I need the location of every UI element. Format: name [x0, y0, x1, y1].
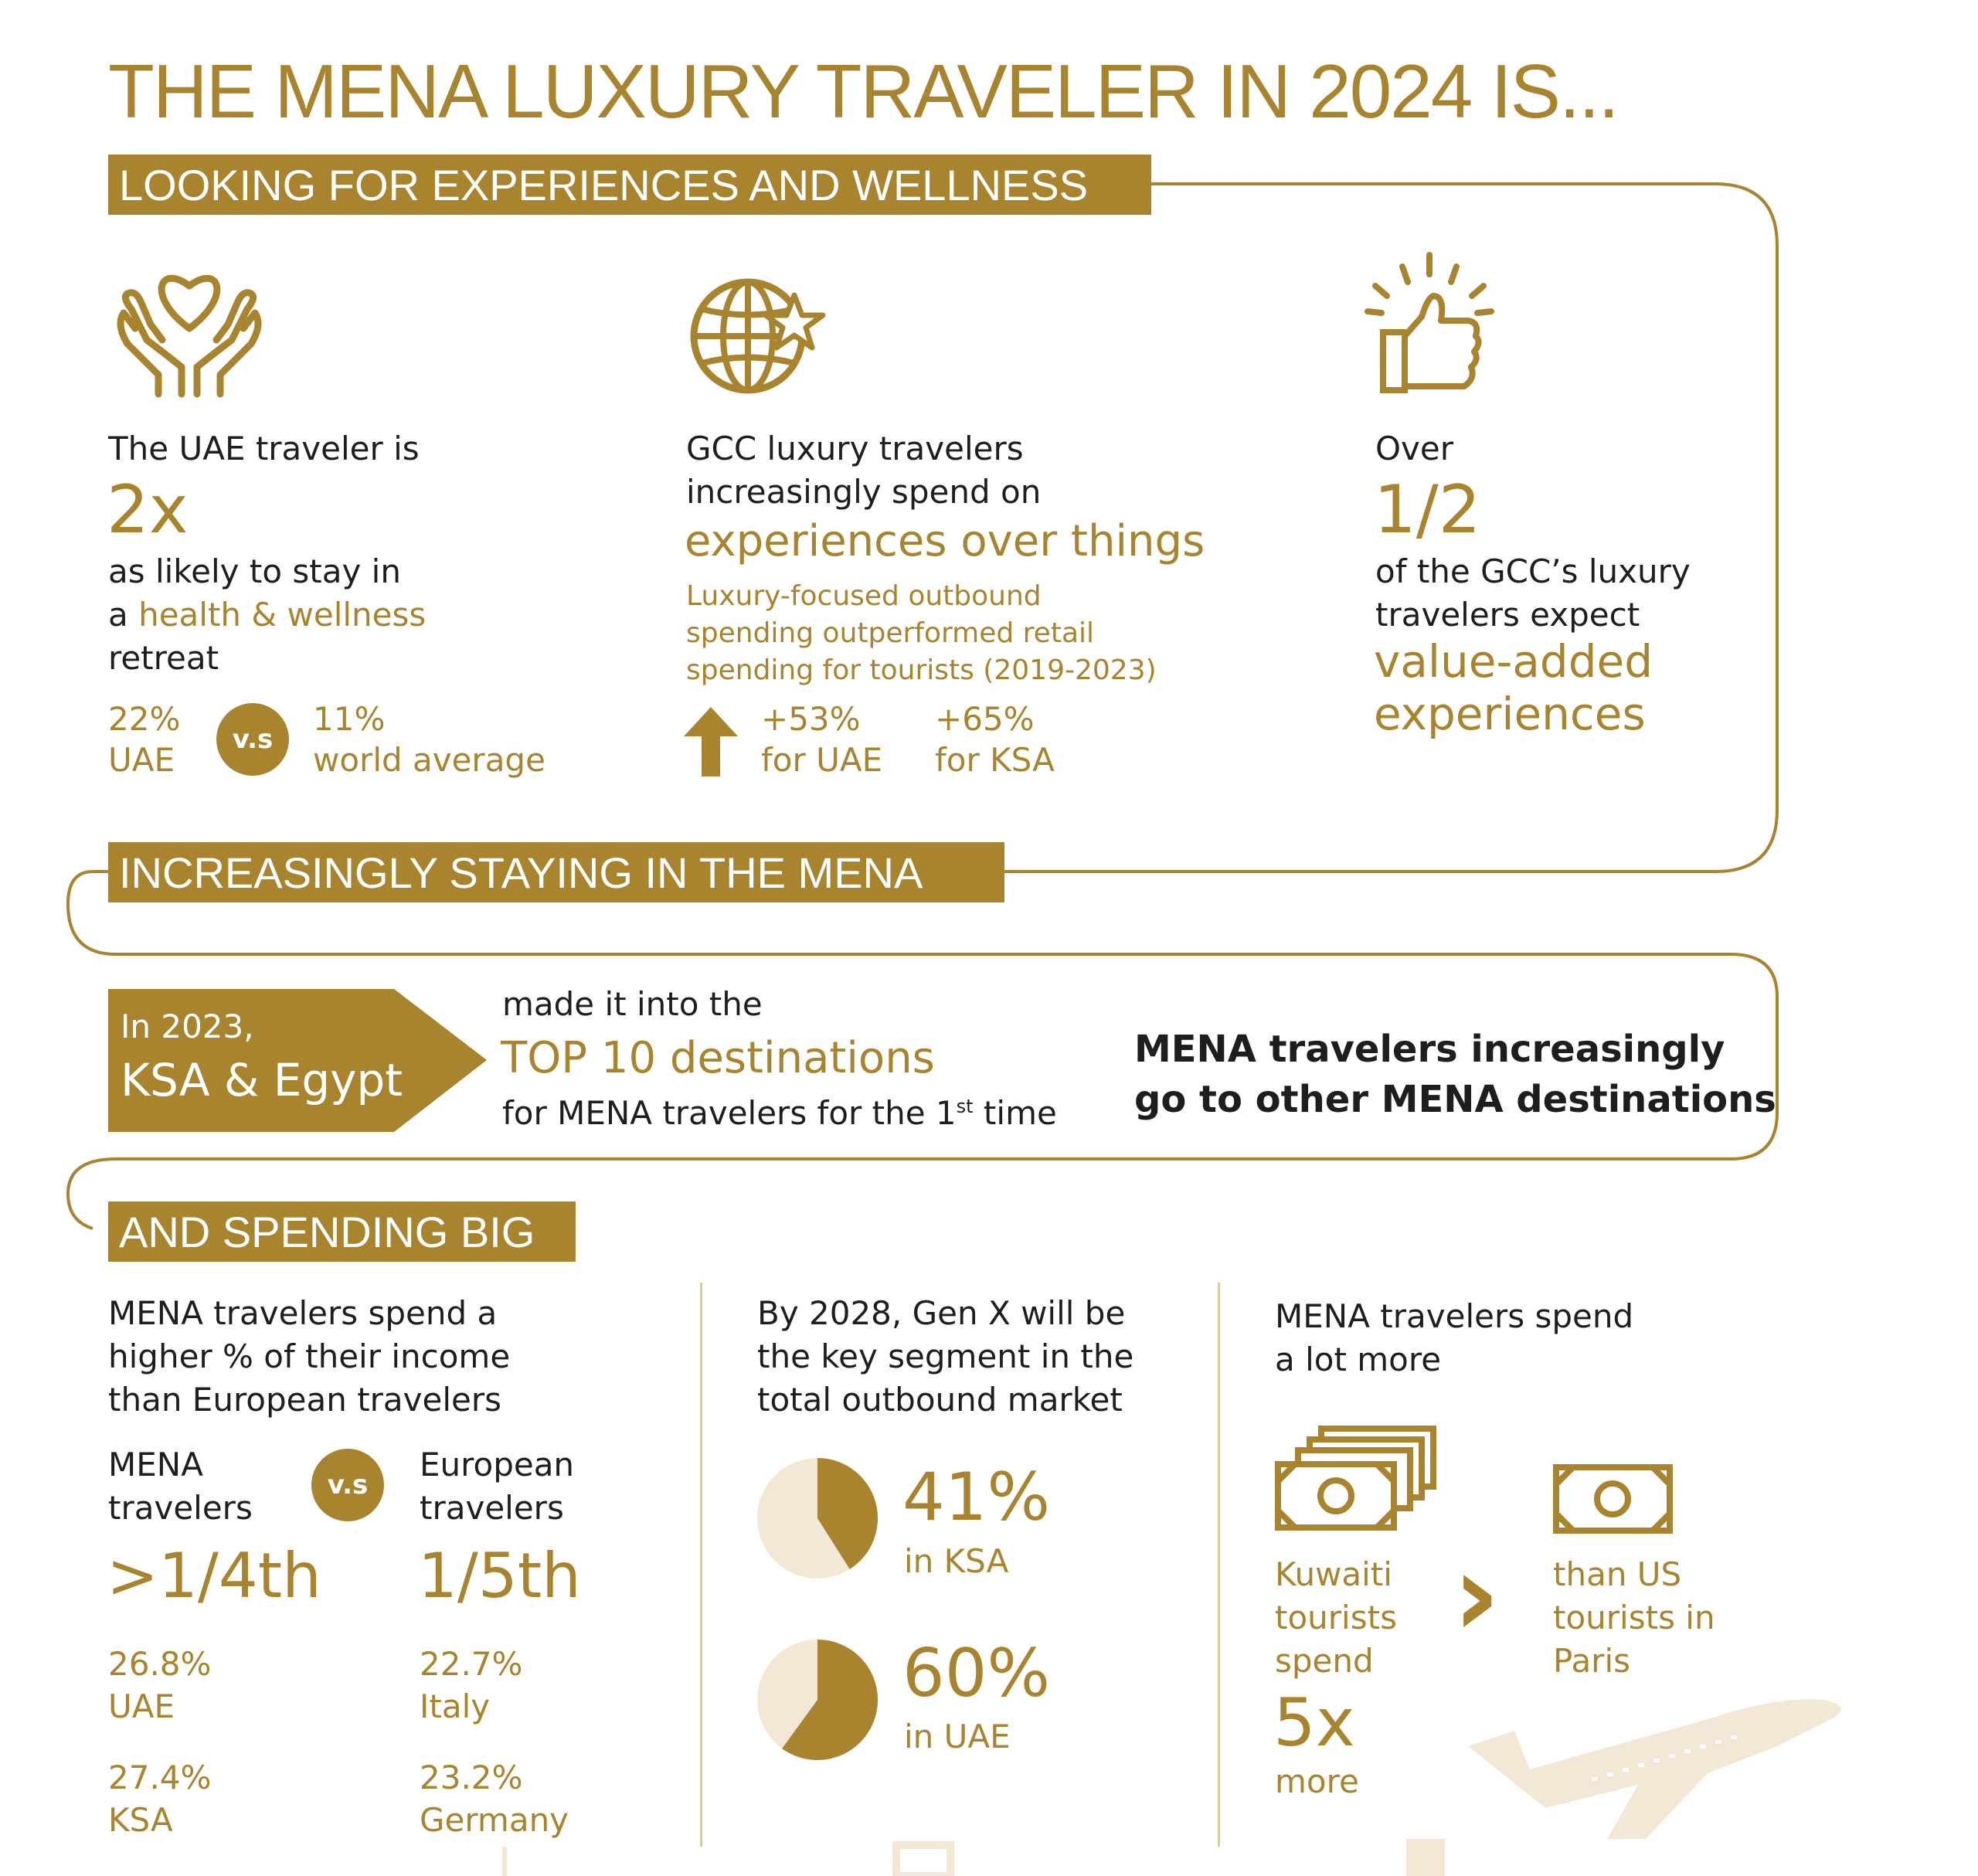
spend-more-intro-1: MENA travelers spend [1275, 1297, 1634, 1335]
thumbs-up-icon [1360, 251, 1499, 398]
page-title: THE MENA LUXURY TRAVELER IN 2024 IS... [108, 49, 1618, 134]
experiences-over-things: experiences over things [685, 516, 1205, 566]
genx-intro-2: the key segment in the [757, 1337, 1134, 1375]
uae-53-value: +53% [761, 700, 861, 738]
uae-22-value: 22% [108, 700, 181, 738]
mena-travelers-line1: MENA travelers increasingly [1134, 1028, 1725, 1071]
mena-travelers-line2: go to other MENA destinations [1134, 1078, 1776, 1121]
pie-uae-label: in UAE [904, 1718, 1011, 1755]
kuwaiti-line3: spend [1275, 1642, 1374, 1680]
money-stack-icon [1275, 1426, 1437, 1534]
more-label: more [1275, 1762, 1359, 1800]
uae-line2-prefix: a [108, 596, 139, 634]
first-time-line [502, 1085, 1057, 1135]
uae-2x: 2x [107, 471, 189, 549]
uae-22-label: UAE [108, 741, 175, 779]
kuwaiti-line2: tourists [1275, 1599, 1397, 1636]
ksa-egypt-label: KSA & Egypt [121, 1054, 403, 1106]
uae-53-label: for UAE [761, 741, 883, 779]
uae-line3: retreat [108, 639, 219, 677]
in-2023-label: In 2023, [121, 1008, 254, 1045]
gcc-sub-1: Luxury-focused outbound [686, 580, 1042, 612]
mena-stat-uae-value: 26.8% [108, 1645, 212, 1683]
greater-than-chevron: › [1453, 1528, 1500, 1663]
skyline-decoration [494, 1839, 1499, 1876]
uae-line2 [108, 593, 426, 637]
five-x: 5x [1273, 1684, 1355, 1762]
half-value: 1/2 [1374, 471, 1481, 549]
column-divider-2 [1218, 1283, 1220, 1847]
ksa-65-value: +65% [935, 700, 1035, 738]
genx-intro-1: By 2028, Gen X will be [757, 1294, 1126, 1332]
health-wellness-highlight: health & wellness [138, 596, 427, 634]
gcc-luxury-line2: travelers expect [1375, 596, 1640, 634]
kuwaiti-line1: Kuwaiti [1275, 1555, 1392, 1593]
gcc-luxury-line1: of the GCC’s luxury [1375, 552, 1691, 590]
first-superscript: st [956, 1096, 974, 1117]
spend-intro-1: MENA travelers spend a [108, 1294, 498, 1332]
pie-uae-value: 60% [902, 1635, 1051, 1712]
banknote-icon [1553, 1464, 1673, 1534]
world-11-label: world average [313, 741, 545, 779]
section-heading-spending: AND SPENDING BIG [108, 1201, 576, 1262]
vs-badge: v.s [216, 703, 289, 776]
mena-head-1: MENA [108, 1446, 203, 1483]
pie-ksa-label: in KSA [904, 1542, 1009, 1580]
made-it-label: made it into the [502, 985, 763, 1023]
pie-ksa [756, 1456, 879, 1580]
world-11-value: 11% [313, 700, 386, 738]
gcc-intro-2: increasingly spend on [686, 473, 1042, 511]
gcc-intro-1: GCC luxury travelers [686, 430, 1024, 467]
eu-stat-italy-value: 22.7% [420, 1645, 523, 1683]
mena-head-2: travelers [108, 1489, 253, 1527]
section-heading-mena: INCREASINGLY STAYING IN THE MENA [108, 842, 1004, 902]
gcc-sub-3: spending for tourists (2019-2023) [686, 654, 1157, 686]
spend-intro-3: than European travelers [108, 1381, 502, 1419]
value-added-line2: experiences [1374, 688, 1646, 740]
mena-stat-ksa-label: KSA [108, 1801, 173, 1839]
mena-stat-uae-label: UAE [108, 1687, 175, 1725]
globe-star-icon [690, 278, 829, 394]
ksa-65-label: for KSA [935, 741, 1055, 779]
time-text: time [973, 1094, 1057, 1132]
spend-intro-2: higher % of their income [108, 1337, 511, 1375]
arrow-up-icon [684, 707, 738, 777]
mena-stat-ksa-value: 27.4% [108, 1759, 212, 1796]
section-heading-experiences: LOOKING FOR EXPERIENCES AND WELLNESS [108, 155, 1151, 215]
genx-intro-3: total outbound market [757, 1381, 1123, 1419]
pie-uae [756, 1638, 879, 1762]
heart-hands-icon [116, 267, 263, 398]
mena-quarter: >1/4th [107, 1540, 321, 1612]
uae-intro: The UAE traveler is [108, 430, 420, 467]
eu-stat-germany-label: Germany [420, 1801, 569, 1839]
column-divider-1 [700, 1283, 702, 1847]
eu-stat-italy-label: Italy [420, 1687, 491, 1725]
vs-badge-2: v.s [311, 1449, 384, 1521]
for-mena-text: for MENA travelers for the 1 [502, 1094, 957, 1132]
value-added-line1: value-added [1374, 635, 1653, 688]
pie-ksa-value: 41% [902, 1459, 1051, 1536]
us-line3: Paris [1553, 1642, 1630, 1680]
european-head-2: travelers [420, 1489, 564, 1527]
european-fifth: 1/5th [418, 1540, 581, 1612]
gcc-sub-2: spending outperformed retail [686, 617, 1095, 649]
top10-destinations: TOP 10 destinations [501, 1033, 935, 1083]
us-line2: tourists in [1553, 1599, 1715, 1636]
european-head-1: European [420, 1446, 575, 1483]
uae-line1: as likely to stay in [108, 552, 401, 590]
over-intro: Over [1375, 430, 1454, 467]
spend-more-intro-2: a lot more [1275, 1341, 1442, 1378]
eu-stat-germany-value: 23.2% [420, 1759, 523, 1796]
airplane-icon [1453, 1684, 1854, 1839]
us-line1: than US [1553, 1555, 1682, 1593]
